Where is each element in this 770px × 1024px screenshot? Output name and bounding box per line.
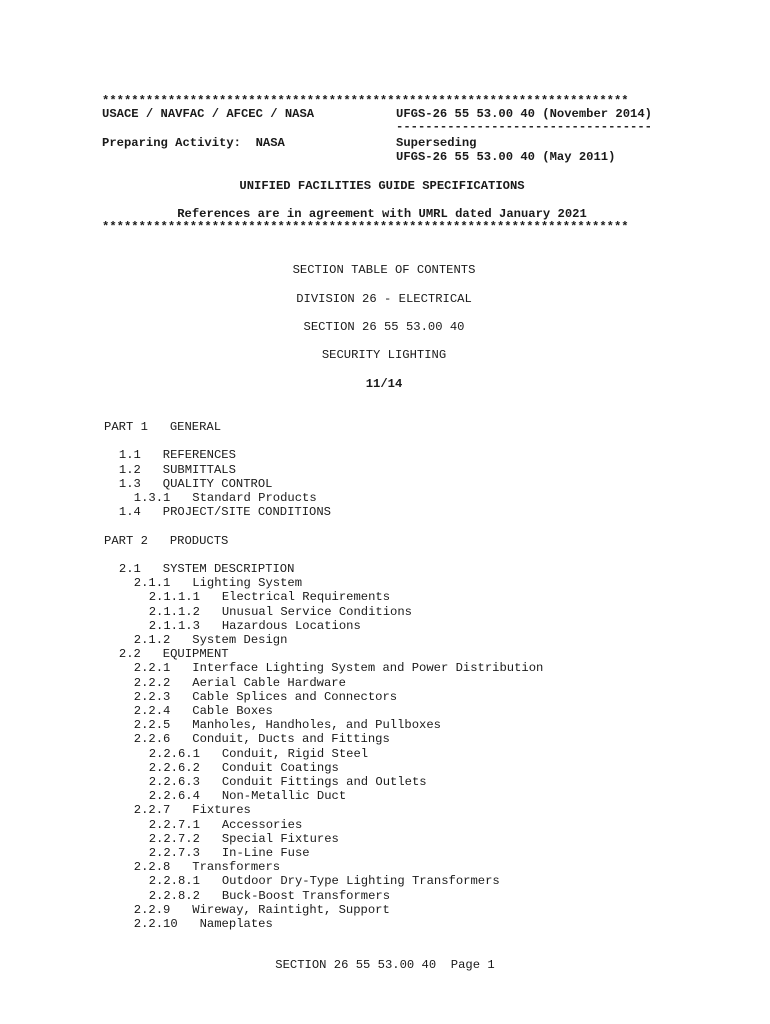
toc-entry: 2.2.6.3 Conduit Fittings and Outlets	[148, 775, 427, 789]
toc-entry: 1.2 SUBMITTALS	[118, 462, 236, 477]
toc-entry: 2.1.1.3 Hazardous Locations	[148, 618, 361, 633]
toc-entry: 2.2.8 Transformers	[133, 860, 281, 875]
toc-entry: 2.2.5 Manholes, Handholes, and Pullboxes	[133, 718, 441, 733]
agencies-label: USACE / NAVFAC / AFCEC / NASA	[102, 107, 315, 121]
toc-entry: 1.4 PROJECT/SITE CONDITIONS	[118, 505, 331, 520]
page-footer: SECTION 26 55 53.00 40 Page 1	[275, 958, 495, 972]
toc-entry: 2.1 SYSTEM DESCRIPTION	[118, 562, 295, 576]
toc-entry: 2.2.6 Conduit, Ducts and Fittings	[133, 732, 390, 747]
header-dash-rule: -----------------------------------	[396, 120, 652, 134]
toc-entry: 2.2.7.1 Accessories	[148, 817, 303, 832]
header-star-rule-top: ************************************************************************	[102, 94, 629, 108]
section-title: SECTION 26 55 53.00 40	[303, 320, 465, 334]
toc-entry: 2.2.6.2 Conduit Coatings	[148, 760, 339, 775]
toc-entry: 2.1.1 Lighting System	[133, 576, 303, 591]
toc-entry: 2.2.10 Nameplates	[133, 917, 273, 931]
toc-entry: 1.3 QUALITY CONTROL	[118, 476, 273, 491]
toc-entry: 2.2.8.2 Buck-Boost Transformers	[148, 888, 391, 903]
guide-title: UNIFIED FACILITIES GUIDE SPECIFICATIONS	[239, 179, 525, 193]
toc-entry: 2.2.8.1 Outdoor Dry-Type Lighting Transformers	[148, 874, 500, 889]
toc-entry: 1.1 REFERENCES	[118, 448, 236, 463]
toc-entry: 2.2.7.3 In-Line Fuse	[148, 846, 310, 860]
toc-entry: 2.1.1.2 Unusual Service Conditions	[148, 604, 412, 619]
toc-entry: 2.2.7 Fixtures	[133, 803, 251, 818]
subject-title: SECURITY LIGHTING	[321, 348, 447, 362]
toc-entry: 2.2.4 Cable Boxes	[133, 704, 273, 718]
toc-entry: 2.2.6.1 Conduit, Rigid Steel	[148, 746, 369, 761]
preparing-activity: Preparing Activity: NASA	[102, 136, 285, 150]
header-star-rule-bottom: ************************************************************************	[102, 220, 629, 234]
spec-id: UFGS-26 55 53.00 40 (November 2014)	[396, 107, 652, 121]
toc-entry: 2.2.2 Aerial Cable Hardware	[133, 675, 346, 690]
issue-date: 11/14	[365, 377, 403, 391]
toc-entry: 2.2 EQUIPMENT	[118, 647, 229, 662]
toc-entry: 2.1.2 System Design	[133, 633, 288, 647]
division-title: DIVISION 26 - ELECTRICAL	[296, 292, 472, 306]
toc-title: SECTION TABLE OF CONTENTS	[292, 263, 476, 277]
toc-entry: PART 1 GENERAL	[104, 420, 222, 434]
toc-entry: 2.2.7.2 Special Fixtures	[148, 831, 339, 846]
toc-entry: 2.2.3 Cable Splices and Connectors	[133, 689, 398, 704]
toc-entry: 1.3.1 Standard Products	[133, 491, 317, 505]
toc-entry: 2.2.1 Interface Lighting System and Power Distribution	[133, 661, 544, 676]
superseding-label: Superseding	[396, 136, 477, 150]
toc-entry: 2.2.6.4 Non-Metallic Duct	[148, 789, 347, 804]
umrl-note: References are in agreement with UMRL dated January 2021	[177, 207, 587, 221]
toc-entry: 2.1.1.1 Electrical Requirements	[148, 590, 391, 605]
toc-entry: PART 2 PRODUCTS	[104, 533, 229, 548]
superseded-spec-id: UFGS-26 55 53.00 40 (May 2011)	[396, 150, 616, 164]
toc-entry: 2.2.9 Wireway, Raintight, Support	[133, 902, 390, 917]
